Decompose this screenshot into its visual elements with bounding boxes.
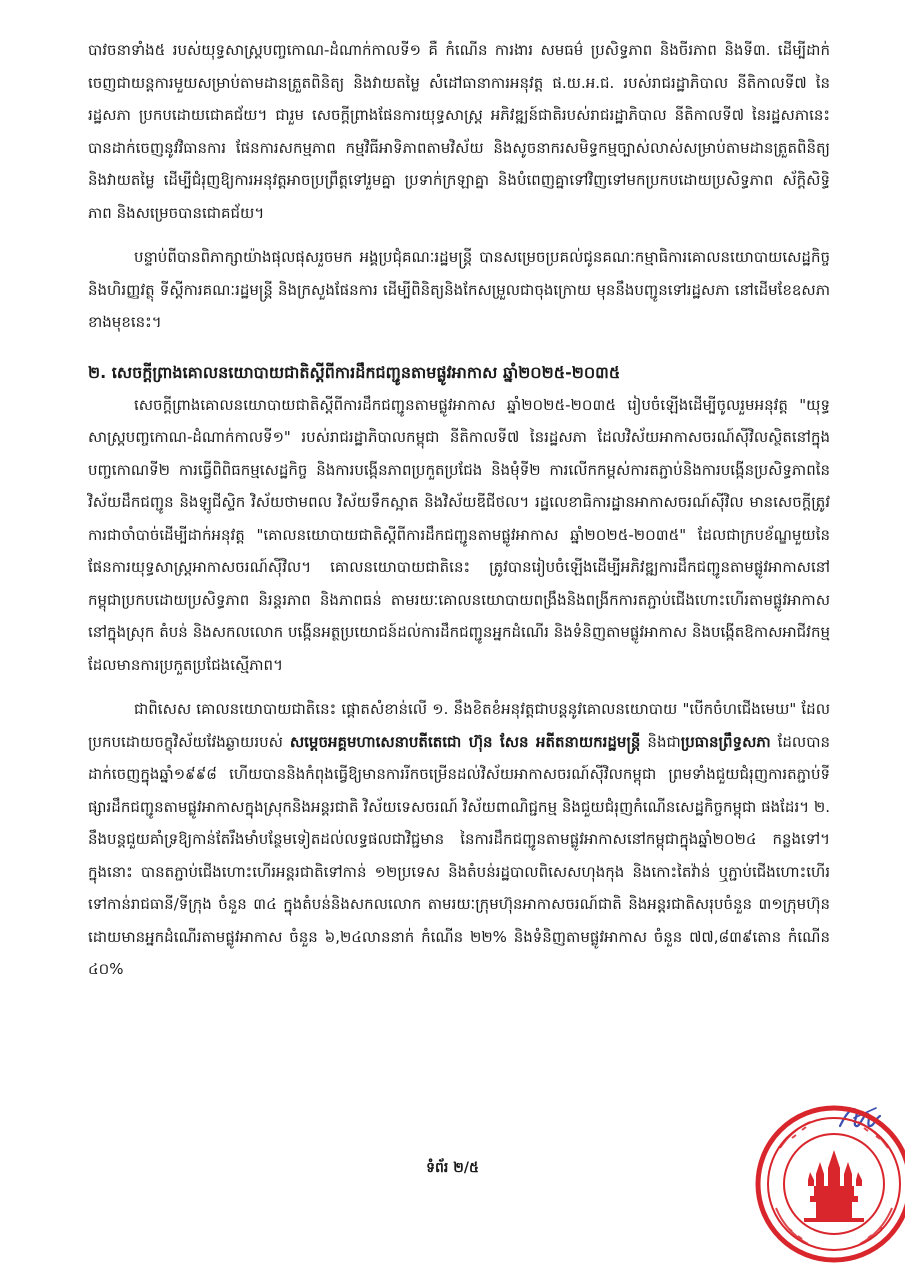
section-paragraph-2-bold-b: ប្រធានព្រឹទ្ធសភា [680,732,771,751]
section-paragraph-2-bold-a: សម្តេចអគ្គមហាសេនាបតីតេជោ ហ៊ុន សែន អតីតនាយករដ្ឋមន្ត្រី [289,732,641,751]
paragraph-1: បាវចនាទាំង៥ របស់យុទ្ធសាស្ត្របញ្ចកោណ-ដំណាក់កាលទី១ គឺ កំណើន ការងារ សមធម៌ ប្រសិទ្ធភាព និងចីរភាព និងទី៣. ដើម្បីដាក់ចេញជាយន្តការមួយសម្រាប់តាមដានត្រួតពិនិត្យ និងវាយតម្លៃ សំដៅធានាការអនុវត្ត ផ.យ.អ.ជ. របស់រាជរដ្ឋាភិបាល នីតិកាលទី៧ នៃរដ្ឋសភា ប្រកបដោយជោគជ័យ។ ជារួម សេចក្តីព្រាងផែនការយុទ្ធសាស្ត្រ អភិវឌ្ឍន៍ជាតិរបស់រាជរដ្ឋាភិបាល នីតិកាលទី៧ នៃរដ្ឋសភានេះ បានដាក់ចេញនូវវិធានការ ផែនការសកម្មភាព កម្មវិធីអាទិភាពតាមវិស័យ និងសូចនាករសមិទ្ធកម្មច្បាស់លាស់សម្រាប់តាមដានត្រួតពិនិត្យ និងវាយតម្លៃ ដើម្បីជំរុញឱ្យការអនុវត្តអាចប្រព្រឹត្តទៅរួមគ្នា ប្រទាក់ក្រឡាគ្នា និងបំពេញគ្នាទៅវិញទៅមកប្រកបដោយប្រសិទ្ធភាព ស័ក្តិសិទ្ធិភាព និងសម្រេចបានជោគជ័យ។ [88,41,830,222]
document-body [88,34,830,986]
section-paragraph-1: សេចក្តីព្រាងគោលនយោបាយជាតិស្តីពីការដឹកជញ្ជូនតាមផ្លូវអាកាស ឆ្នាំ២០២៥-២០៣៥ រៀបចំឡើងដើម្បីចូលរួមអនុវត្ត "យុទ្ធសាស្ត្របញ្ចកោណ-ដំណាក់កាលទី១" របស់រាជរដ្ឋាភិបាលកម្ពុជា នីតិកាលទី៧ នៃរដ្ឋសភា ដែលវិស័យអាកាសចរណ៍ស៊ីវិលស្ថិតនៅក្នុងបញ្ចកោណទី២ ការធ្វើពិពិធកម្មសេដ្ឋកិច្ច និងការបង្កើនភាពប្រកួតប្រជែង និងមុំទី២ ការលើកកម្ពស់ការតភ្ជាប់និងការបង្កើនប្រសិទ្ធភាពនៃវិស័យដឹកជញ្ជូន និងឡូជីស្ទិក វិស័យថាមពល វិស័យទឹកស្អាត និងវិស័យឌីជីថល។ រដ្ឋលេខាធិការដ្ឋានអាកាសចរណ៍ស៊ីវិល មានសេចក្តីត្រូវការជាចាំបាច់ដើម្បីដាក់អនុវត្ត "គោលនយោបាយជាតិស្តីពីការដឹកជញ្ជូនតាមផ្លូវអាកាស ឆ្នាំ២០២៥-២០៣៥" ដែលជាក្របខ័ណ្ឌមួយនៃផែនការយុទ្ធសាស្ត្រអាកាសចរណ៍ស៊ីវិល។ គោលនយោបាយជាតិនេះ ត្រូវបានរៀបចំឡើងដើម្បីអភិវឌ្ឍការដឹកជញ្ជូនតាមផ្លូវអាកាសនៅកម្ពុជាប្រកបដោយប្រសិទ្ធភាព និរន្តរភាព និងភាពធន់ តាមរយៈគោលនយោបាយពង្រឹងនិងពង្រីកការតភ្ជាប់ជើងហោះហើរតាមផ្លូវអាកាសនៅក្នុងស្រុក តំបន់ និងសកលលោក បង្កើនអត្ថប្រយោជន៍ដល់ការដឹកជញ្ជូនអ្នកដំណើរ និងទំនិញតាមផ្លូវអាកាស និងបង្កើតឱកាសអាជីវកម្មដែលមានការប្រកួតប្រជែងស្មើភាព។ [88,395,830,674]
section-paragraph-2 [88,693,830,986]
page-number: ទំព័រ ២/៥ [426,1160,479,1176]
section-heading: ២. សេចក្តីព្រាងគោលនយោបាយជាតិស្តីពីការដឹកជញ្ជូនតាមផ្លូវអាកាស ឆ្នាំ២០២៥-២០៣៥ [88,362,621,382]
section-paragraph-2-text-a: ជាពិសេស គោលនយោបាយជាតិនេះ ផ្តោតសំខាន់លើ ១. នឹងខិតខំអនុវត្តជាបន្តនូវគោលនយោបាយ "បើកចំហជើងមេឃ" ដែលប្រកបដោយចក្ខុវិស័យវែងឆ្ងាយរបស់ [88,700,830,751]
paragraph-2: បន្ទាប់ពីបានពិភាក្សាយ៉ាងផុលផុសរួចមក អង្គប្រជុំគណៈរដ្ឋមន្ត្រី បានសម្រេចប្រគល់ជូនគណៈកម្មាធិការគោលនយោបាយសេដ្ឋកិច្ចនិងហិរញ្ញវត្ថុ ទីស្តីការគណៈរដ្ឋមន្ត្រី និងក្រសួងផែនការ ដើម្បីពិនិត្យនិងកែសម្រួលជាចុងក្រោយ មុននឹងបញ្ជូនទៅរដ្ឋសភា នៅដើមខែឧសភាខាងមុខនេះ។ [88,248,830,331]
section-paragraph-2-text-c: ដែលបានដាក់ចេញក្នុងឆ្នាំ១៩៩៨ ហើយបាននិងកំពុងធ្វើឱ្យមានការរីកចម្រើនដល់វិស័យអាកាសចរណ៍ស៊ីវិលកម្ពុជា ព្រមទាំងជួយជំរុញការតភ្ជាប់ទីផ្សារដឹកជញ្ជូនតាមផ្លូវអាកាសក្នុងស្រុកនិងអន្តរជាតិ វិស័យទេសចរណ៍ វិស័យពាណិជ្ជកម្ម និងជួយជំរុញកំណើនសេដ្ឋកិច្ចកម្ពុជា ផងដែរ។ ២. នឹងបន្តជួយគាំទ្រឱ្យកាន់តែរឹងមាំបន្ថែមទៀតដល់លទ្ធផលជាវិជ្ជមាន នៃការដឹកជញ្ជូនតាមផ្លូវអាកាសនៅកម្ពុជាក្នុងឆ្នាំ២០២៤ កន្លងទៅ។ ក្នុងនោះ បានតភ្ជាប់ជើងហោះហើរអន្តរជាតិទៅកាន់ ១២ប្រទេស និងតំបន់រដ្ឋបាលពិសេសហុងកុង និងកោះតៃវ៉ាន់ ឬភ្ជាប់ជើងហោះហើរទៅកាន់រាជធានី/ទីក្រុង ចំនួន ៣៤ ក្នុងតំបន់និងសកលលោក តាមរយៈក្រុមហ៊ុនអាកាសចរណ៍ជាតិ និងអន្តរជាតិសរុបចំនួន ៣១ក្រុមហ៊ុន ដោយមានអ្នកដំណើរតាមផ្លូវអាកាស ចំនួន ៦,២៤លាននាក់ កំណើន ២២% និងទំនិញតាមផ្លូវអាកាស ចំនួន ៧៧,៨៣៩តោន កំណើន ៤០% [88,732,831,978]
section-paragraph-2-text-b: និងជា [640,732,681,751]
